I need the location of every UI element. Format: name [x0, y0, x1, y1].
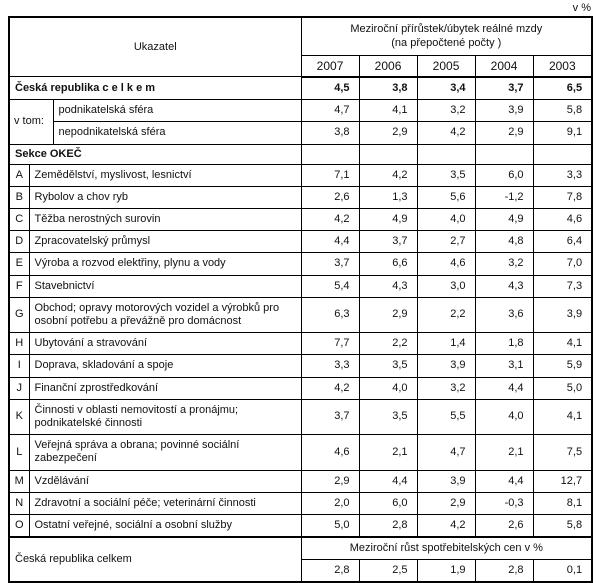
okec-label: Ostatní veřejné, sociální a osobní služby [29, 514, 301, 537]
value-cell: 3,5 [359, 355, 417, 377]
total-row [9, 77, 592, 100]
value-cell: 3,7 [301, 253, 359, 275]
value-cell: 4,5 [301, 77, 359, 100]
value-cell: 4,4 [359, 470, 417, 492]
value-cell: 2,2 [417, 297, 475, 332]
value-cell: 3,0 [417, 275, 475, 297]
value-cell: 7,8 [533, 186, 592, 208]
value-cell: 2,8 [359, 514, 417, 537]
value-cell: 5,6 [417, 186, 475, 208]
value-cell: 3,5 [359, 399, 417, 434]
footer-subheader: Meziroční růst spotřebitelských cen v % [301, 537, 592, 560]
value-cell: 6,4 [533, 231, 592, 253]
value-cell: 5,8 [533, 100, 592, 122]
group-title-line1: Meziroční přírůstek/úbytek reálné mzdy [350, 23, 543, 35]
okec-label: Zdravotní a sociální péče; veterinární činnosti [29, 492, 301, 514]
okec-code: K [9, 399, 29, 434]
empty-cell [301, 144, 359, 164]
okec-row-L [9, 435, 592, 470]
year-header-2005: 2005 [417, 55, 475, 77]
okec-code: H [9, 333, 29, 355]
breakdown-label: podnikatelská sféra [53, 100, 301, 122]
value-cell: 2,7 [417, 231, 475, 253]
value-cell: 4,6 [301, 435, 359, 470]
okec-code: O [9, 514, 29, 537]
group-title-line2: (na přepočtené počty ) [391, 37, 502, 50]
value-cell: 2,8 [475, 560, 533, 583]
okec-code: E [9, 253, 29, 275]
value-cell: 2,8 [301, 560, 359, 583]
value-cell: 3,3 [301, 355, 359, 377]
okec-code: D [9, 231, 29, 253]
okec-label: Zemědělství, myslivost, lesnictví [29, 164, 301, 186]
value-cell: 2,9 [475, 122, 533, 144]
value-cell: 5,0 [533, 377, 592, 399]
okec-code: M [9, 470, 29, 492]
value-cell: 3,3 [533, 164, 592, 186]
okec-label: Ubytování a stravování [29, 333, 301, 355]
okec-label: Rybolov a chov ryb [29, 186, 301, 208]
value-cell: 4,2 [301, 209, 359, 231]
okec-row-N [9, 492, 592, 514]
value-cell: 2,9 [359, 122, 417, 144]
value-cell: 3,9 [533, 297, 592, 332]
value-cell: 2,0 [301, 492, 359, 514]
okec-label: Činnosti v oblasti nemovitostí a pronájmu; podnikatelské činnosti [29, 399, 301, 434]
value-cell: 4,3 [359, 275, 417, 297]
okec-code: A [9, 164, 29, 186]
indicator-column-header: Ukazatel [9, 17, 301, 77]
breakdown-label: nepodnikatelská sféra [53, 122, 301, 144]
okec-label: Veřejná správa a obrana; povinné sociální zabezpečení [29, 435, 301, 470]
value-cell: 3,1 [475, 355, 533, 377]
value-cell: 12,7 [533, 470, 592, 492]
value-cell: 2,1 [475, 435, 533, 470]
value-cell: 5,0 [301, 514, 359, 537]
okec-code: F [9, 275, 29, 297]
okec-row-K [9, 399, 592, 434]
value-cell: 3,7 [359, 231, 417, 253]
okec-code: N [9, 492, 29, 514]
value-cell: 7,3 [533, 275, 592, 297]
value-cell: 1,4 [417, 333, 475, 355]
okec-label: Těžba nerostných surovin [29, 209, 301, 231]
value-cell: 4,6 [417, 253, 475, 275]
value-cell: 4,6 [533, 209, 592, 231]
value-cell: 9,1 [533, 122, 592, 144]
value-cell: 4,2 [417, 514, 475, 537]
value-cell: 1,9 [417, 560, 475, 583]
value-cell: 4,2 [301, 377, 359, 399]
value-cell: 7,7 [301, 333, 359, 355]
header-row [9, 17, 592, 55]
okec-label: Výroba a rozvod elektřiny, plynu a vody [29, 253, 301, 275]
value-cell: 4,1 [533, 333, 592, 355]
okec-label: Obchod; opravy motorových vozidel a výrobků pro osobní potřebu a převážně pro domácnost [29, 297, 301, 332]
value-cell: 4,0 [475, 399, 533, 434]
value-cell: 4,2 [359, 164, 417, 186]
value-cell: 2,1 [359, 435, 417, 470]
footer-label: Česká republika celkem [9, 537, 301, 582]
okec-row-E [9, 253, 592, 275]
value-cell: 7,0 [533, 253, 592, 275]
empty-cell [533, 144, 592, 164]
value-cell: 3,9 [475, 100, 533, 122]
year-header-2007: 2007 [301, 55, 359, 77]
okec-row-J [9, 377, 592, 399]
value-cell: 3,5 [417, 164, 475, 186]
value-cell: 8,1 [533, 492, 592, 514]
value-cell: 0,1 [533, 560, 592, 583]
value-cell: 4,1 [533, 399, 592, 434]
okec-label: Doprava, skladování a spoje [29, 355, 301, 377]
okec-row-B [9, 186, 592, 208]
empty-cell [417, 144, 475, 164]
value-cell: 4,8 [475, 231, 533, 253]
value-cell: 3,8 [359, 77, 417, 100]
value-cell: 4,1 [359, 100, 417, 122]
empty-cell [359, 144, 417, 164]
value-cell: 7,1 [301, 164, 359, 186]
year-header-2006: 2006 [359, 55, 417, 77]
okec-code: J [9, 377, 29, 399]
value-cell: 2,2 [359, 333, 417, 355]
okec-code: L [9, 435, 29, 470]
value-cell: 3,4 [417, 77, 475, 100]
okec-row-D [9, 231, 592, 253]
value-cell: 3,2 [417, 100, 475, 122]
okec-row-I [9, 355, 592, 377]
value-cell: 4,4 [475, 470, 533, 492]
year-header-2003: 2003 [533, 55, 592, 77]
value-cell: 6,6 [359, 253, 417, 275]
value-cell: 3,8 [301, 122, 359, 144]
value-cell: 4,9 [475, 209, 533, 231]
value-cell: 4,0 [417, 209, 475, 231]
okec-code: G [9, 297, 29, 332]
value-cell: -0,3 [475, 492, 533, 514]
wage-table [8, 16, 593, 583]
total-row-label: Česká republika c e l k e m [9, 77, 301, 100]
year-header-2004: 2004 [475, 55, 533, 77]
okec-section-header-row [9, 144, 592, 164]
value-cell: 5,4 [301, 275, 359, 297]
value-cell: 5,8 [533, 514, 592, 537]
value-cell: 6,0 [359, 492, 417, 514]
value-cell: 4,7 [301, 100, 359, 122]
value-cell: 3,2 [417, 377, 475, 399]
value-cell: 4,3 [475, 275, 533, 297]
okec-row-O [9, 514, 592, 537]
value-cell: 6,0 [475, 164, 533, 186]
value-cell: 3,7 [475, 77, 533, 100]
value-cell: 7,5 [533, 435, 592, 470]
okec-label: Zpracovatelský průmysl [29, 231, 301, 253]
empty-cell [475, 144, 533, 164]
value-cell: 3,9 [417, 470, 475, 492]
value-cell: 3,2 [475, 253, 533, 275]
okec-code: B [9, 186, 29, 208]
unit-note: v % [572, 2, 591, 14]
value-cell: 4,2 [417, 122, 475, 144]
value-cell: 3,7 [301, 399, 359, 434]
breakdown-group-label: v tom: [9, 100, 53, 144]
value-cell: 3,9 [417, 355, 475, 377]
breakdown-row-nonbusiness [9, 122, 592, 144]
okec-code: I [9, 355, 29, 377]
okec-row-C [9, 209, 592, 231]
value-cell: 4,9 [359, 209, 417, 231]
value-cell: 2,6 [475, 514, 533, 537]
value-cell: 5,9 [533, 355, 592, 377]
value-cell: 4,4 [301, 231, 359, 253]
value-cell: 1,8 [475, 333, 533, 355]
okec-label: Stavebnictví [29, 275, 301, 297]
group-title-cell [301, 17, 592, 55]
value-cell: 2,9 [417, 492, 475, 514]
value-cell: 3,6 [475, 297, 533, 332]
value-cell: 4,0 [359, 377, 417, 399]
okec-label: Finanční zprostředkování [29, 377, 301, 399]
breakdown-row-business [9, 100, 592, 122]
okec-code: C [9, 209, 29, 231]
value-cell: 4,4 [475, 377, 533, 399]
okec-section-title: Sekce OKEČ [9, 144, 301, 164]
value-cell: 2,9 [359, 297, 417, 332]
okec-row-F [9, 275, 592, 297]
value-cell: 1,3 [359, 186, 417, 208]
value-cell: 6,5 [533, 77, 592, 100]
okec-row-A [9, 164, 592, 186]
okec-row-G [9, 297, 592, 332]
value-cell: 5,5 [417, 399, 475, 434]
value-cell: 2,9 [301, 470, 359, 492]
value-cell: 2,5 [359, 560, 417, 583]
value-cell: 2,6 [301, 186, 359, 208]
okec-label: Vzdělávání [29, 470, 301, 492]
okec-row-H [9, 333, 592, 355]
footer-subheader-row [9, 537, 592, 560]
value-cell: 6,3 [301, 297, 359, 332]
value-cell: -1,2 [475, 186, 533, 208]
value-cell: 4,7 [417, 435, 475, 470]
okec-row-M [9, 470, 592, 492]
